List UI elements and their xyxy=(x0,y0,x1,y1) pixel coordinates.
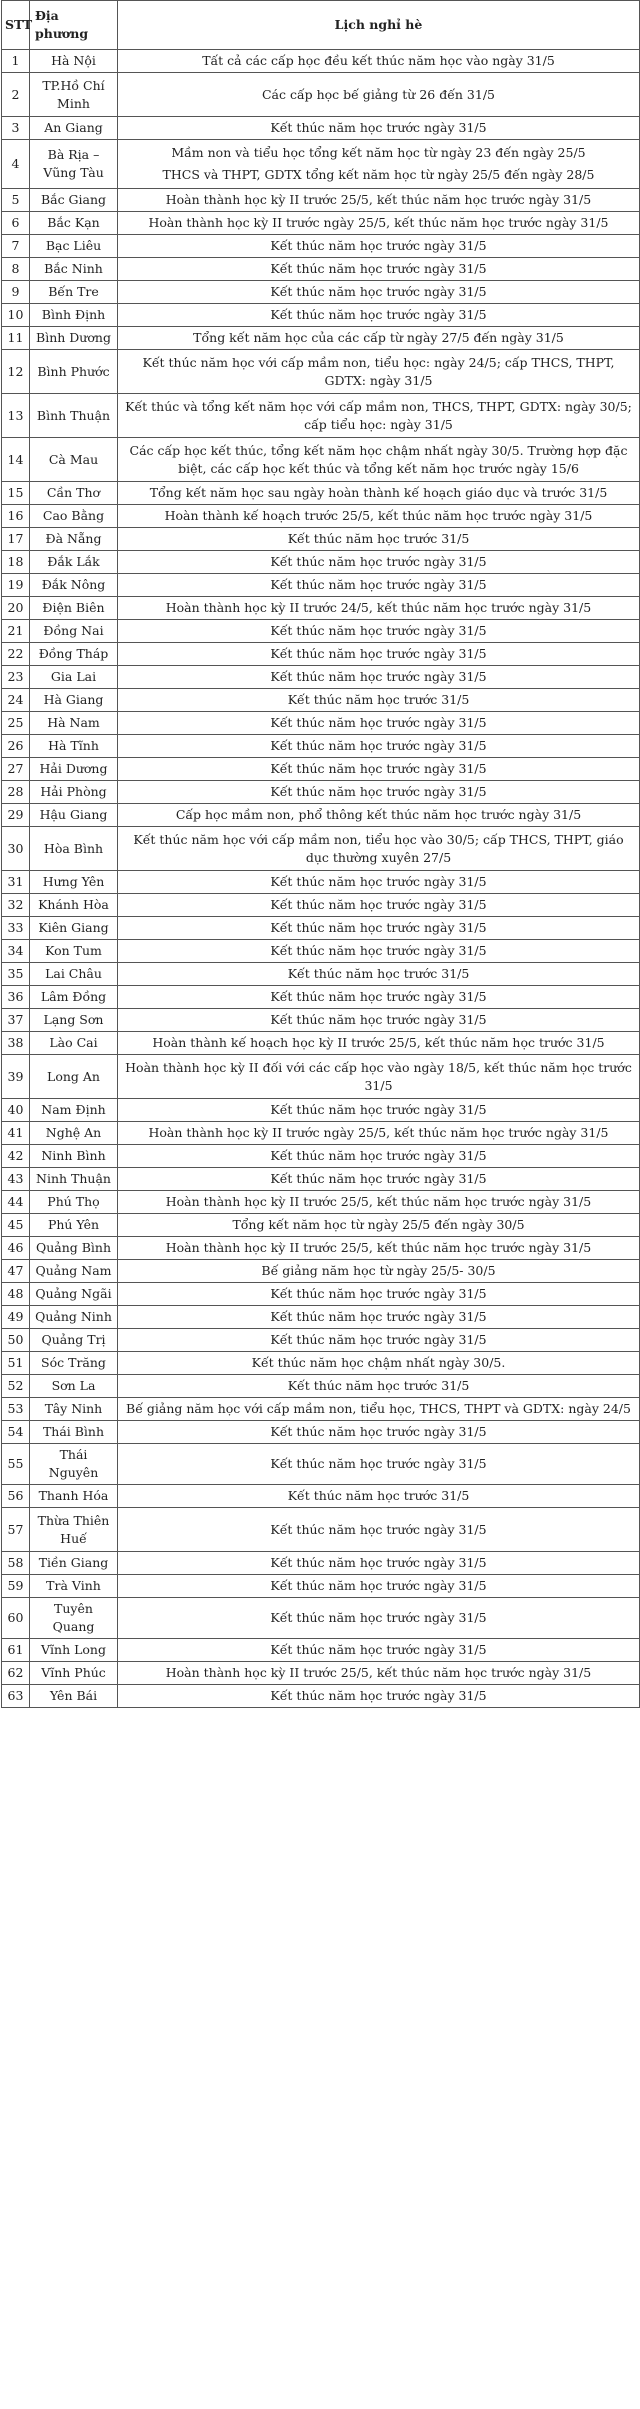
table-row xyxy=(2,438,640,482)
cell-place: Đắk Nông xyxy=(30,574,118,597)
table-row xyxy=(2,1352,640,1375)
cell-schedule: Tất cả các cấp học đều kết thúc năm học vào ngày 31/5 xyxy=(118,50,640,73)
table-row xyxy=(2,1639,640,1662)
cell-schedule: Các cấp học bế giảng từ 26 đến 31/5 xyxy=(118,73,640,117)
cell-schedule: Kết thúc năm học trước ngày 31/5 xyxy=(118,1421,640,1444)
table-row xyxy=(2,281,640,304)
cell-place: Hậu Giang xyxy=(30,804,118,827)
summer-break-table xyxy=(1,0,640,1708)
cell-place: Bắc Giang xyxy=(30,189,118,212)
cell-place: TP.Hồ Chí Minh xyxy=(30,73,118,117)
table-row xyxy=(2,394,640,438)
header-place: Địa phương xyxy=(30,1,118,50)
cell-stt: 1 xyxy=(2,50,30,73)
cell-schedule: Kết thúc năm học với cấp mầm non, tiểu học: ngày 24/5; cấp THCS, THPT, GDTX: ngày 31/5 xyxy=(118,350,640,394)
cell-schedule: Kết thúc năm học trước ngày 31/5 xyxy=(118,1099,640,1122)
cell-place: Quảng Bình xyxy=(30,1237,118,1260)
cell-place: Bình Phước xyxy=(30,350,118,394)
cell-stt: 18 xyxy=(2,551,30,574)
cell-schedule: Hoàn thành học kỳ II trước 24/5, kết thúc năm học trước ngày 31/5 xyxy=(118,597,640,620)
cell-place: Quảng Nam xyxy=(30,1260,118,1283)
cell-stt: 33 xyxy=(2,917,30,940)
cell-schedule: Tổng kết năm học từ ngày 25/5 đến ngày 30/5 xyxy=(118,1214,640,1237)
cell-place: Lai Châu xyxy=(30,963,118,986)
table-row xyxy=(2,1145,640,1168)
table-row xyxy=(2,1260,640,1283)
table-row xyxy=(2,1508,640,1552)
cell-schedule: Kết thúc năm học trước ngày 31/5 xyxy=(118,986,640,1009)
cell-place: Thanh Hóa xyxy=(30,1485,118,1508)
cell-place: Hà Giang xyxy=(30,689,118,712)
cell-place: Bà Rịa – Vũng Tàu xyxy=(30,140,118,189)
cell-place: Lâm Đồng xyxy=(30,986,118,1009)
cell-stt: 20 xyxy=(2,597,30,620)
cell-schedule: Kết thúc năm học trước ngày 31/5 xyxy=(118,643,640,666)
table-row xyxy=(2,505,640,528)
cell-schedule: Các cấp học kết thúc, tổng kết năm học chậm nhất ngày 30/5. Trường hợp đặc biệt, các cấp học kết thúc và tổng kết năm học trước ngày 15/6 xyxy=(118,438,640,482)
table-row xyxy=(2,212,640,235)
cell-place: Ninh Thuận xyxy=(30,1168,118,1191)
cell-place: Tiền Giang xyxy=(30,1552,118,1575)
table-row xyxy=(2,689,640,712)
cell-place: Sơn La xyxy=(30,1375,118,1398)
cell-schedule: Kết thúc năm học trước ngày 31/5 xyxy=(118,1575,640,1598)
cell-schedule: Kết thúc năm học trước ngày 31/5 xyxy=(118,620,640,643)
cell-schedule: Hoàn thành học kỳ II trước 25/5, kết thúc năm học trước ngày 31/5 xyxy=(118,1662,640,1685)
cell-place: Đà Nẵng xyxy=(30,528,118,551)
cell-place: Hòa Bình xyxy=(30,827,118,871)
cell-stt: 38 xyxy=(2,1032,30,1055)
cell-place: Quảng Ninh xyxy=(30,1306,118,1329)
table-row xyxy=(2,1552,640,1575)
cell-stt: 52 xyxy=(2,1375,30,1398)
cell-stt: 46 xyxy=(2,1237,30,1260)
cell-schedule: Kết thúc năm học trước ngày 31/5 xyxy=(118,1444,640,1485)
cell-place: Bến Tre xyxy=(30,281,118,304)
cell-stt: 54 xyxy=(2,1421,30,1444)
cell-schedule: Kết thúc năm học trước 31/5 xyxy=(118,528,640,551)
cell-place: Lào Cai xyxy=(30,1032,118,1055)
cell-stt: 39 xyxy=(2,1055,30,1099)
table-row xyxy=(2,235,640,258)
cell-place: Tuyên Quang xyxy=(30,1598,118,1639)
table-body xyxy=(2,50,640,1708)
table-row xyxy=(2,986,640,1009)
table-row xyxy=(2,1306,640,1329)
cell-schedule: Kết thúc năm học trước ngày 31/5 xyxy=(118,940,640,963)
cell-stt: 16 xyxy=(2,505,30,528)
table-row xyxy=(2,1329,640,1352)
cell-stt: 6 xyxy=(2,212,30,235)
cell-schedule: Kết thúc năm học trước ngày 31/5 xyxy=(118,1639,640,1662)
cell-place: Trà Vinh xyxy=(30,1575,118,1598)
cell-schedule: Hoàn thành học kỳ II trước 25/5, kết thúc năm học trước ngày 31/5 xyxy=(118,189,640,212)
table-row xyxy=(2,1055,640,1099)
cell-schedule: Kết thúc năm học trước ngày 31/5 xyxy=(118,281,640,304)
cell-stt: 21 xyxy=(2,620,30,643)
cell-stt: 44 xyxy=(2,1191,30,1214)
cell-stt: 5 xyxy=(2,189,30,212)
cell-schedule: Mầm non và tiểu học tổng kết năm học từ ngày 23 đến ngày 25/5 THCS và THPT, GDTX tổng kết năm học từ ngày 25/5 đến ngày 28/5 xyxy=(118,140,640,189)
table-row xyxy=(2,940,640,963)
cell-schedule: Kết thúc năm học trước ngày 31/5 xyxy=(118,758,640,781)
table-row xyxy=(2,894,640,917)
table-row xyxy=(2,1662,640,1685)
cell-schedule: Tổng kết năm học sau ngày hoàn thành kế hoạch giáo dục và trước 31/5 xyxy=(118,482,640,505)
table-row xyxy=(2,1398,640,1421)
cell-stt: 56 xyxy=(2,1485,30,1508)
cell-schedule: Kết thúc năm học trước ngày 31/5 xyxy=(118,1329,640,1352)
cell-place: Phú Thọ xyxy=(30,1191,118,1214)
cell-stt: 25 xyxy=(2,712,30,735)
cell-stt: 23 xyxy=(2,666,30,689)
cell-stt: 62 xyxy=(2,1662,30,1685)
cell-stt: 42 xyxy=(2,1145,30,1168)
table-row xyxy=(2,804,640,827)
cell-place: Thái Bình xyxy=(30,1421,118,1444)
cell-stt: 60 xyxy=(2,1598,30,1639)
table-row xyxy=(2,871,640,894)
cell-place: Đắk Lắk xyxy=(30,551,118,574)
cell-stt: 32 xyxy=(2,894,30,917)
table-row xyxy=(2,1375,640,1398)
table-row xyxy=(2,304,640,327)
table-row xyxy=(2,1485,640,1508)
cell-schedule: Kết thúc năm học trước ngày 31/5 xyxy=(118,1145,640,1168)
table-row xyxy=(2,574,640,597)
cell-schedule: Kết thúc năm học trước ngày 31/5 xyxy=(118,781,640,804)
cell-place: Hà Tĩnh xyxy=(30,735,118,758)
cell-schedule: Kết thúc năm học trước ngày 31/5 xyxy=(118,1552,640,1575)
table-row xyxy=(2,917,640,940)
cell-stt: 55 xyxy=(2,1444,30,1485)
cell-schedule: Kết thúc năm học trước ngày 31/5 xyxy=(118,1168,640,1191)
cell-stt: 28 xyxy=(2,781,30,804)
cell-stt: 15 xyxy=(2,482,30,505)
header-row xyxy=(2,1,640,50)
table-row xyxy=(2,620,640,643)
cell-schedule: Kết thúc năm học trước ngày 31/5 xyxy=(118,304,640,327)
cell-stt: 48 xyxy=(2,1283,30,1306)
table-row xyxy=(2,827,640,871)
cell-stt: 29 xyxy=(2,804,30,827)
cell-stt: 50 xyxy=(2,1329,30,1352)
cell-schedule: Hoàn thành học kỳ II trước ngày 25/5, kết thúc năm học trước ngày 31/5 xyxy=(118,212,640,235)
cell-schedule: Kết thúc năm học trước 31/5 xyxy=(118,689,640,712)
cell-stt: 43 xyxy=(2,1168,30,1191)
cell-stt: 8 xyxy=(2,258,30,281)
cell-schedule: Kết thúc năm học trước ngày 31/5 xyxy=(118,1508,640,1552)
cell-place: Thái Nguyên xyxy=(30,1444,118,1485)
cell-schedule: Bế giảng năm học với cấp mầm non, tiểu học, THCS, THPT và GDTX: ngày 24/5 xyxy=(118,1398,640,1421)
table-row xyxy=(2,327,640,350)
cell-place: Quảng Ngãi xyxy=(30,1283,118,1306)
cell-schedule: Kết thúc năm học trước ngày 31/5 xyxy=(118,1306,640,1329)
cell-place: Yên Bái xyxy=(30,1685,118,1708)
cell-place: Hải Phòng xyxy=(30,781,118,804)
cell-schedule: Hoàn thành học kỳ II đối với các cấp học vào ngày 18/5, kết thúc năm học trước 31/5 xyxy=(118,1055,640,1099)
table-row xyxy=(2,1598,640,1639)
cell-place: Hưng Yên xyxy=(30,871,118,894)
cell-stt: 11 xyxy=(2,327,30,350)
table-row xyxy=(2,189,640,212)
table-row xyxy=(2,482,640,505)
table-row xyxy=(2,1237,640,1260)
cell-schedule: Kết thúc năm học trước ngày 31/5 xyxy=(118,1685,640,1708)
cell-schedule: Hoàn thành kế hoạch trước 25/5, kết thúc năm học trước ngày 31/5 xyxy=(118,505,640,528)
table-row xyxy=(2,1122,640,1145)
cell-place: Hà Nội xyxy=(30,50,118,73)
cell-stt: 24 xyxy=(2,689,30,712)
cell-place: Bình Dương xyxy=(30,327,118,350)
table-row xyxy=(2,50,640,73)
table-row xyxy=(2,1421,640,1444)
table-row xyxy=(2,1575,640,1598)
cell-stt: 61 xyxy=(2,1639,30,1662)
cell-stt: 34 xyxy=(2,940,30,963)
cell-place: Ninh Bình xyxy=(30,1145,118,1168)
cell-place: Hải Dương xyxy=(30,758,118,781)
cell-stt: 10 xyxy=(2,304,30,327)
cell-place: Phú Yên xyxy=(30,1214,118,1237)
table-row xyxy=(2,551,640,574)
table-row xyxy=(2,140,640,189)
cell-place: Bắc Kạn xyxy=(30,212,118,235)
cell-place: Quảng Trị xyxy=(30,1329,118,1352)
cell-schedule: Kết thúc năm học trước ngày 31/5 xyxy=(118,1009,640,1032)
table-row xyxy=(2,758,640,781)
cell-place: Cao Bằng xyxy=(30,505,118,528)
cell-stt: 26 xyxy=(2,735,30,758)
cell-schedule: Kết thúc năm học trước ngày 31/5 xyxy=(118,117,640,140)
table-row xyxy=(2,528,640,551)
table-row xyxy=(2,117,640,140)
cell-schedule: Hoàn thành kế hoạch học kỳ II trước 25/5, kết thúc năm học trước 31/5 xyxy=(118,1032,640,1055)
cell-place: Bạc Liêu xyxy=(30,235,118,258)
cell-schedule: Kết thúc năm học với cấp mầm non, tiểu học vào 30/5; cấp THCS, THPT, giáo dục thường xuyên 27/5 xyxy=(118,827,640,871)
cell-place: Điện Biên xyxy=(30,597,118,620)
cell-schedule: Kết thúc năm học trước ngày 31/5 xyxy=(118,735,640,758)
cell-stt: 17 xyxy=(2,528,30,551)
cell-stt: 58 xyxy=(2,1552,30,1575)
cell-schedule: Kết thúc năm học trước ngày 31/5 xyxy=(118,871,640,894)
table-row xyxy=(2,1009,640,1032)
cell-schedule: Kết thúc năm học trước ngày 31/5 xyxy=(118,1598,640,1639)
table-row xyxy=(2,735,640,758)
cell-place: Thừa Thiên Huế xyxy=(30,1508,118,1552)
cell-stt: 30 xyxy=(2,827,30,871)
cell-stt: 63 xyxy=(2,1685,30,1708)
cell-schedule: Hoàn thành học kỳ II trước 25/5, kết thúc năm học trước ngày 31/5 xyxy=(118,1237,640,1260)
cell-place: Khánh Hòa xyxy=(30,894,118,917)
cell-stt: 19 xyxy=(2,574,30,597)
table-row xyxy=(2,1168,640,1191)
cell-stt: 59 xyxy=(2,1575,30,1598)
cell-schedule: Kết thúc năm học trước ngày 31/5 xyxy=(118,712,640,735)
cell-stt: 37 xyxy=(2,1009,30,1032)
cell-place: Long An xyxy=(30,1055,118,1099)
table-row xyxy=(2,712,640,735)
cell-place: Vĩnh Phúc xyxy=(30,1662,118,1685)
cell-stt: 51 xyxy=(2,1352,30,1375)
cell-schedule: Kết thúc và tổng kết năm học với cấp mầm non, THCS, THPT, GDTX: ngày 30/5; cấp tiểu học: ngày 31/5 xyxy=(118,394,640,438)
cell-place: Vĩnh Long xyxy=(30,1639,118,1662)
table-row xyxy=(2,963,640,986)
cell-schedule: Kết thúc năm học trước ngày 31/5 xyxy=(118,1283,640,1306)
cell-stt: 22 xyxy=(2,643,30,666)
cell-stt: 53 xyxy=(2,1398,30,1421)
cell-place: Hà Nam xyxy=(30,712,118,735)
table-row xyxy=(2,1283,640,1306)
table-row xyxy=(2,1444,640,1485)
cell-stt: 13 xyxy=(2,394,30,438)
cell-schedule: Cấp học mầm non, phổ thông kết thúc năm học trước ngày 31/5 xyxy=(118,804,640,827)
cell-stt: 45 xyxy=(2,1214,30,1237)
cell-place: Bình Định xyxy=(30,304,118,327)
table-row xyxy=(2,1214,640,1237)
table-row xyxy=(2,1191,640,1214)
cell-place: Tây Ninh xyxy=(30,1398,118,1421)
cell-schedule: Kết thúc năm học trước ngày 31/5 xyxy=(118,894,640,917)
cell-place: Kon Tum xyxy=(30,940,118,963)
cell-schedule: Kết thúc năm học trước 31/5 xyxy=(118,1485,640,1508)
cell-schedule: Kết thúc năm học trước ngày 31/5 xyxy=(118,917,640,940)
cell-schedule: Bế giảng năm học từ ngày 25/5- 30/5 xyxy=(118,1260,640,1283)
table-row xyxy=(2,1685,640,1708)
table-row xyxy=(2,1099,640,1122)
cell-place: Nghệ An xyxy=(30,1122,118,1145)
table-row xyxy=(2,666,640,689)
cell-place: Nam Định xyxy=(30,1099,118,1122)
cell-stt: 27 xyxy=(2,758,30,781)
cell-schedule: Kết thúc năm học trước 31/5 xyxy=(118,963,640,986)
cell-stt: 4 xyxy=(2,140,30,189)
cell-schedule: Hoàn thành học kỳ II trước 25/5, kết thúc năm học trước ngày 31/5 xyxy=(118,1191,640,1214)
cell-schedule: Tổng kết năm học của các cấp từ ngày 27/5 đến ngày 31/5 xyxy=(118,327,640,350)
cell-schedule: Kết thúc năm học trước ngày 31/5 xyxy=(118,258,640,281)
table-row xyxy=(2,350,640,394)
cell-stt: 31 xyxy=(2,871,30,894)
header-stt: STT xyxy=(2,1,30,50)
cell-stt: 57 xyxy=(2,1508,30,1552)
cell-place: Cà Mau xyxy=(30,438,118,482)
cell-stt: 2 xyxy=(2,73,30,117)
cell-schedule: Kết thúc năm học trước ngày 31/5 xyxy=(118,666,640,689)
cell-place: Đồng Nai xyxy=(30,620,118,643)
cell-stt: 36 xyxy=(2,986,30,1009)
cell-schedule: Hoàn thành học kỳ II trước ngày 25/5, kết thúc năm học trước ngày 31/5 xyxy=(118,1122,640,1145)
cell-schedule: Kết thúc năm học trước ngày 31/5 xyxy=(118,235,640,258)
cell-stt: 41 xyxy=(2,1122,30,1145)
header-schedule: Lịch nghỉ hè xyxy=(118,1,640,50)
cell-place: Sóc Trăng xyxy=(30,1352,118,1375)
cell-place: Lạng Sơn xyxy=(30,1009,118,1032)
cell-schedule: Kết thúc năm học trước 31/5 xyxy=(118,1375,640,1398)
cell-stt: 40 xyxy=(2,1099,30,1122)
cell-place: Gia Lai xyxy=(30,666,118,689)
cell-schedule: Kết thúc năm học chậm nhất ngày 30/5. xyxy=(118,1352,640,1375)
cell-stt: 14 xyxy=(2,438,30,482)
cell-stt: 35 xyxy=(2,963,30,986)
cell-stt: 49 xyxy=(2,1306,30,1329)
cell-place: Bắc Ninh xyxy=(30,258,118,281)
table-row xyxy=(2,597,640,620)
cell-stt: 12 xyxy=(2,350,30,394)
table-row xyxy=(2,643,640,666)
table-row xyxy=(2,781,640,804)
cell-place: Cần Thơ xyxy=(30,482,118,505)
cell-schedule: Kết thúc năm học trước ngày 31/5 xyxy=(118,551,640,574)
cell-stt: 7 xyxy=(2,235,30,258)
cell-stt: 9 xyxy=(2,281,30,304)
cell-stt: 47 xyxy=(2,1260,30,1283)
table-row xyxy=(2,1032,640,1055)
cell-place: Bình Thuận xyxy=(30,394,118,438)
cell-place: An Giang xyxy=(30,117,118,140)
cell-place: Kiên Giang xyxy=(30,917,118,940)
cell-stt: 3 xyxy=(2,117,30,140)
table-row xyxy=(2,73,640,117)
cell-place: Đồng Tháp xyxy=(30,643,118,666)
cell-schedule: Kết thúc năm học trước ngày 31/5 xyxy=(118,574,640,597)
table-row xyxy=(2,258,640,281)
